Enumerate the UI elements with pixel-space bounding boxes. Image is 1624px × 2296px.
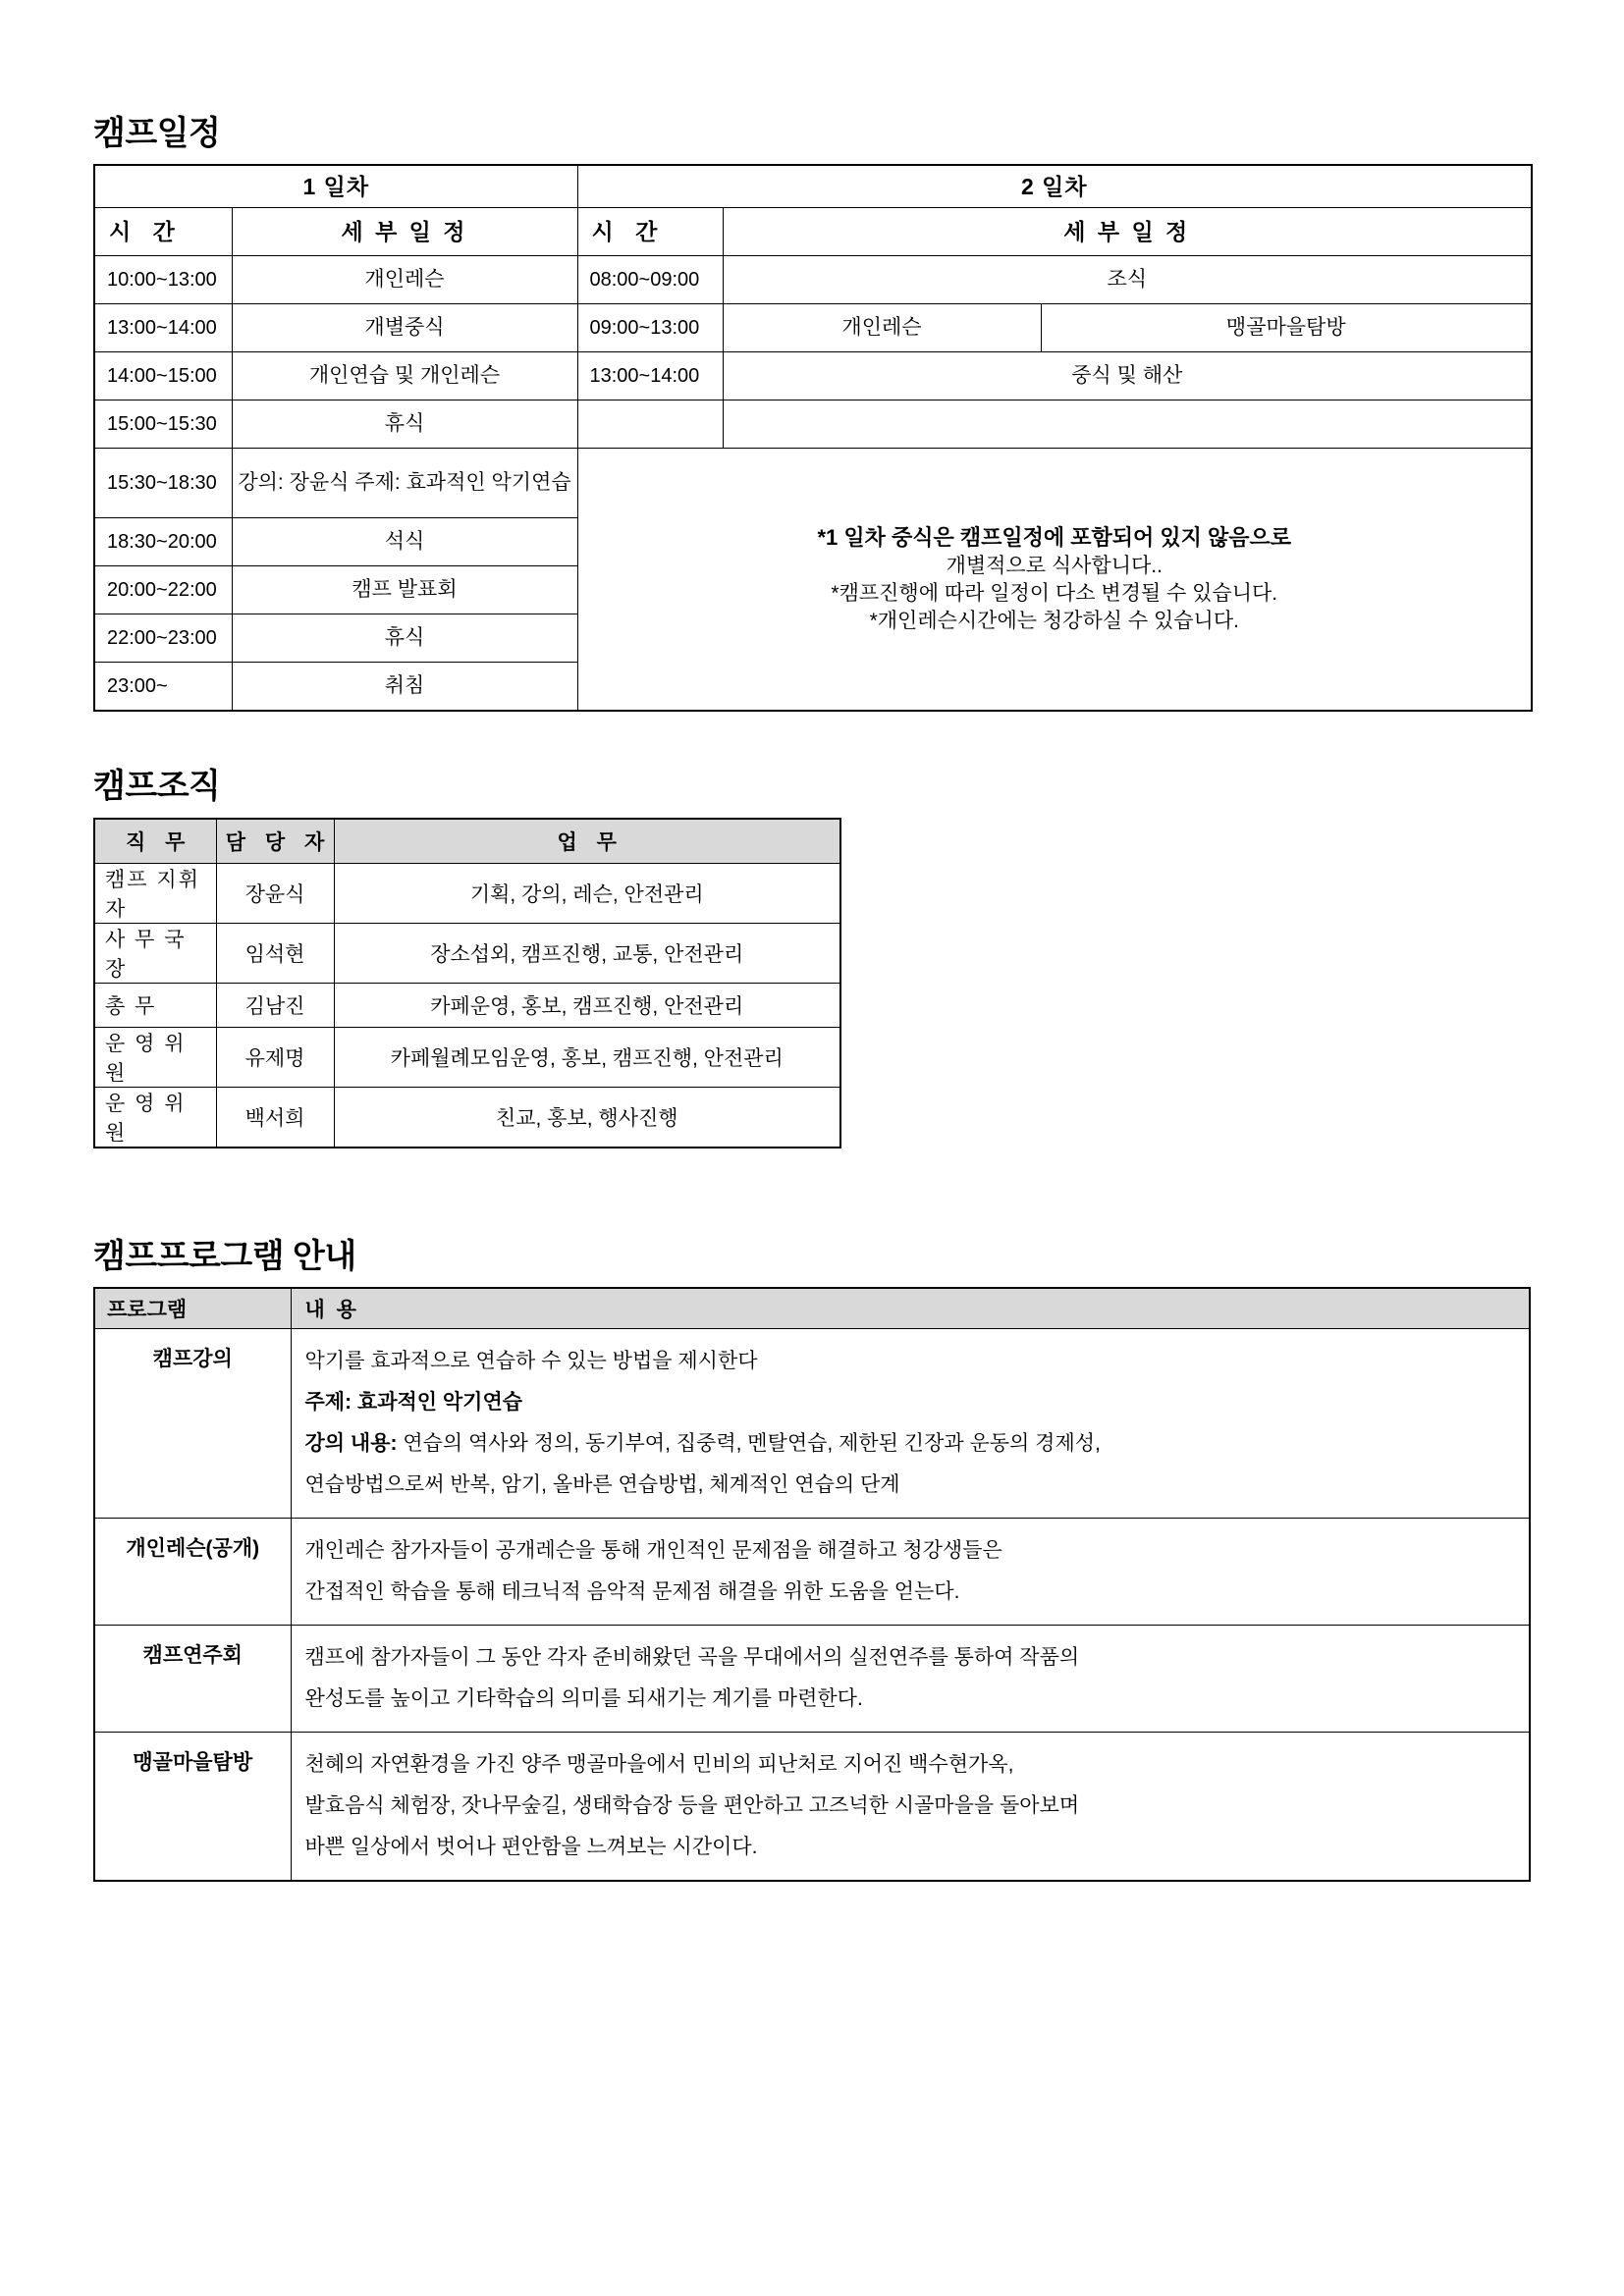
day1-time: 23:00~ (94, 663, 232, 712)
camp-schedule-table (93, 164, 1533, 712)
org-role: 운 영 위 원 (94, 1087, 216, 1148)
day1-time: 14:00~15:00 (94, 352, 232, 400)
day1-time-column-header: 시 간 (94, 208, 232, 256)
day1-time: 18:30~20:00 (94, 518, 232, 566)
program-line: 간접적인 학습을 통해 테크닉적 음악적 문제점 해결을 위한 도움을 얻는다. (304, 1580, 960, 1604)
program-content (291, 1519, 1530, 1626)
org-duty: 친교, 홍보, 행사진행 (334, 1087, 840, 1148)
program-line-text: 연습의 역사와 정의, 동기부여, 집중력, 멘탈연습, 제한된 긴장과 운동의 경제성, (403, 1432, 1101, 1456)
org-duty: 장소섭외, 캠프진행, 교통, 안전관리 (334, 923, 840, 983)
note-line-2: 개별적으로 식사합니다.. (946, 554, 1163, 577)
program-line: 캠프에 참가자들이 그 동안 각자 준비해왔던 곡을 무대에서의 실전연주를 통하여 작품의 (304, 1646, 1080, 1670)
day2-time: 08:00~09:00 (577, 256, 723, 304)
day1-detail: 캠프 발표회 (232, 566, 577, 614)
table-row (94, 352, 1532, 400)
day1-detail-column-header: 세 부 일 정 (232, 208, 577, 256)
section-spacer (93, 712, 1531, 769)
org-person: 임석현 (216, 923, 334, 983)
table-row (94, 923, 840, 983)
day1-detail: 휴식 (232, 400, 577, 449)
table-row (94, 863, 840, 923)
org-person: 김남진 (216, 983, 334, 1027)
day1-detail: 개별중식 (232, 304, 577, 352)
org-role: 사 무 국 장 (94, 923, 216, 983)
program-line: 바쁜 일상에서 벗어나 편안함을 느껴보는 시간이다. (304, 1836, 758, 1859)
note-line-3: *캠프진행에 따라 일정이 다소 변경될 수 있습니다. (831, 582, 1278, 606)
day2-detail-empty (723, 400, 1532, 449)
org-header-duty: 업 무 (334, 819, 840, 864)
program-content (291, 1733, 1530, 1882)
day2-detail-column-header: 세 부 일 정 (723, 208, 1532, 256)
program-line-text: 효과적인 악기연습 (356, 1391, 523, 1415)
org-person: 백서희 (216, 1087, 334, 1148)
org-header-role: 직 무 (94, 819, 216, 864)
page-title-program: 캠프프로그램 안내 (93, 1237, 356, 1275)
page-title-organization: 캠프조직 (93, 768, 221, 806)
day1-detail: 개인연습 및 개인레슨 (232, 352, 577, 400)
day2-detail-village-tour: 맹골마을탐방 (1041, 304, 1532, 352)
table-row (94, 1519, 1530, 1626)
program-name: 개인레슨(공개) (94, 1519, 291, 1626)
org-role: 총 무 (94, 983, 216, 1027)
org-person: 유제명 (216, 1027, 334, 1087)
table-row-lecture (94, 449, 1532, 518)
table-row (94, 1027, 840, 1087)
table-row (94, 1087, 840, 1148)
day1-lecture-detail (232, 449, 577, 518)
day1-time: 15:00~15:30 (94, 400, 232, 449)
day1-detail: 개인레슨 (232, 256, 577, 304)
program-line: 악기를 효과적으로 연습하 수 있는 방법을 제시한다 (304, 1350, 758, 1373)
day1-header: 1 일차 (94, 165, 577, 208)
day2-time: 09:00~13:00 (577, 304, 723, 352)
program-line: 발효음식 체험장, 잣나무숲길, 생태학습장 등을 편안하고 고즈넉한 시골마을을 돌아보며 (304, 1794, 1080, 1818)
org-duty: 카페운영, 홍보, 캠프진행, 안전관리 (334, 983, 840, 1027)
lecture-topic: 주제: 효과적인 악기연습 (354, 471, 571, 495)
lecture-instructor: 강의: 장윤식 (238, 471, 350, 495)
day1-time: 13:00~14:00 (94, 304, 232, 352)
org-role: 운 영 위 원 (94, 1027, 216, 1087)
org-person: 장윤식 (216, 863, 334, 923)
program-line-label: 강의 내용: (304, 1432, 404, 1456)
org-header-person: 담 당 자 (216, 819, 334, 864)
program-header-content: 내 용 (291, 1288, 1530, 1329)
org-duty: 카페월례모임운영, 홍보, 캠프진행, 안전관리 (334, 1027, 840, 1087)
program-header-name: 프로그램 (94, 1288, 291, 1329)
day1-time: 20:00~22:00 (94, 566, 232, 614)
day2-time: 13:00~14:00 (577, 352, 723, 400)
program-line-topic (305, 1382, 1516, 1423)
section-spacer (93, 1148, 1531, 1239)
table-row-header (94, 819, 840, 864)
page-title-schedule: 캠프일정 (93, 115, 221, 152)
day1-detail: 취침 (232, 663, 577, 712)
program-name: 맹골마을탐방 (94, 1733, 291, 1882)
day1-detail: 휴식 (232, 614, 577, 663)
table-row (94, 304, 1532, 352)
table-row-column-headers (94, 208, 1532, 256)
day2-header: 2 일차 (577, 165, 1532, 208)
program-line: 개인레슨 참가자들이 공개레슨을 통해 개인적인 문제점을 해결하고 청강생들은 (304, 1539, 1002, 1563)
schedule-notes (577, 449, 1532, 712)
note-line-4: *개인레슨시간에는 청강하실 수 있습니다. (869, 610, 1239, 633)
table-row (94, 1733, 1530, 1882)
table-row (94, 1329, 1530, 1519)
table-row (94, 1626, 1530, 1733)
day1-lecture-time: 15:30~18:30 (94, 449, 232, 518)
program-name: 캠프연주회 (94, 1626, 291, 1733)
program-line-label: 주제: (304, 1391, 357, 1415)
table-row (94, 983, 840, 1027)
org-duty: 기획, 강의, 레슨, 안전관리 (334, 863, 840, 923)
program-content (291, 1329, 1530, 1519)
camp-program-table (93, 1287, 1531, 1882)
day2-time-column-header: 시 간 (577, 208, 723, 256)
program-line-lecture-content (305, 1423, 1516, 1465)
table-row-header (94, 1288, 1530, 1329)
table-row-day-headers (94, 165, 1532, 208)
org-role: 캠프 지휘자 (94, 863, 216, 923)
camp-organization-table (93, 818, 841, 1148)
day2-time-empty (577, 400, 723, 449)
table-row (94, 400, 1532, 449)
day2-detail: 조식 (723, 256, 1532, 304)
day2-detail: 중식 및 해산 (723, 352, 1532, 400)
table-row (94, 256, 1532, 304)
program-name: 캠프강의 (94, 1329, 291, 1519)
program-line: 연습방법으로써 반복, 암기, 올바른 연습방법, 체계적인 연습의 단계 (304, 1473, 900, 1497)
note-line-1: *1 일차 중식은 캠프일정에 포함되어 있지 않음으로 (817, 525, 1292, 551)
day1-detail: 석식 (232, 518, 577, 566)
day1-time: 22:00~23:00 (94, 614, 232, 663)
program-content (291, 1626, 1530, 1733)
day2-detail-lesson: 개인레슨 (723, 304, 1041, 352)
program-line: 완성도를 높이고 기타학습의 의미를 되새기는 계기를 마련한다. (304, 1687, 863, 1711)
program-line: 천혜의 자연환경을 가진 양주 맹골마을에서 민비의 피난처로 지어진 백수현가옥, (304, 1753, 1014, 1777)
day1-time: 10:00~13:00 (94, 256, 232, 304)
